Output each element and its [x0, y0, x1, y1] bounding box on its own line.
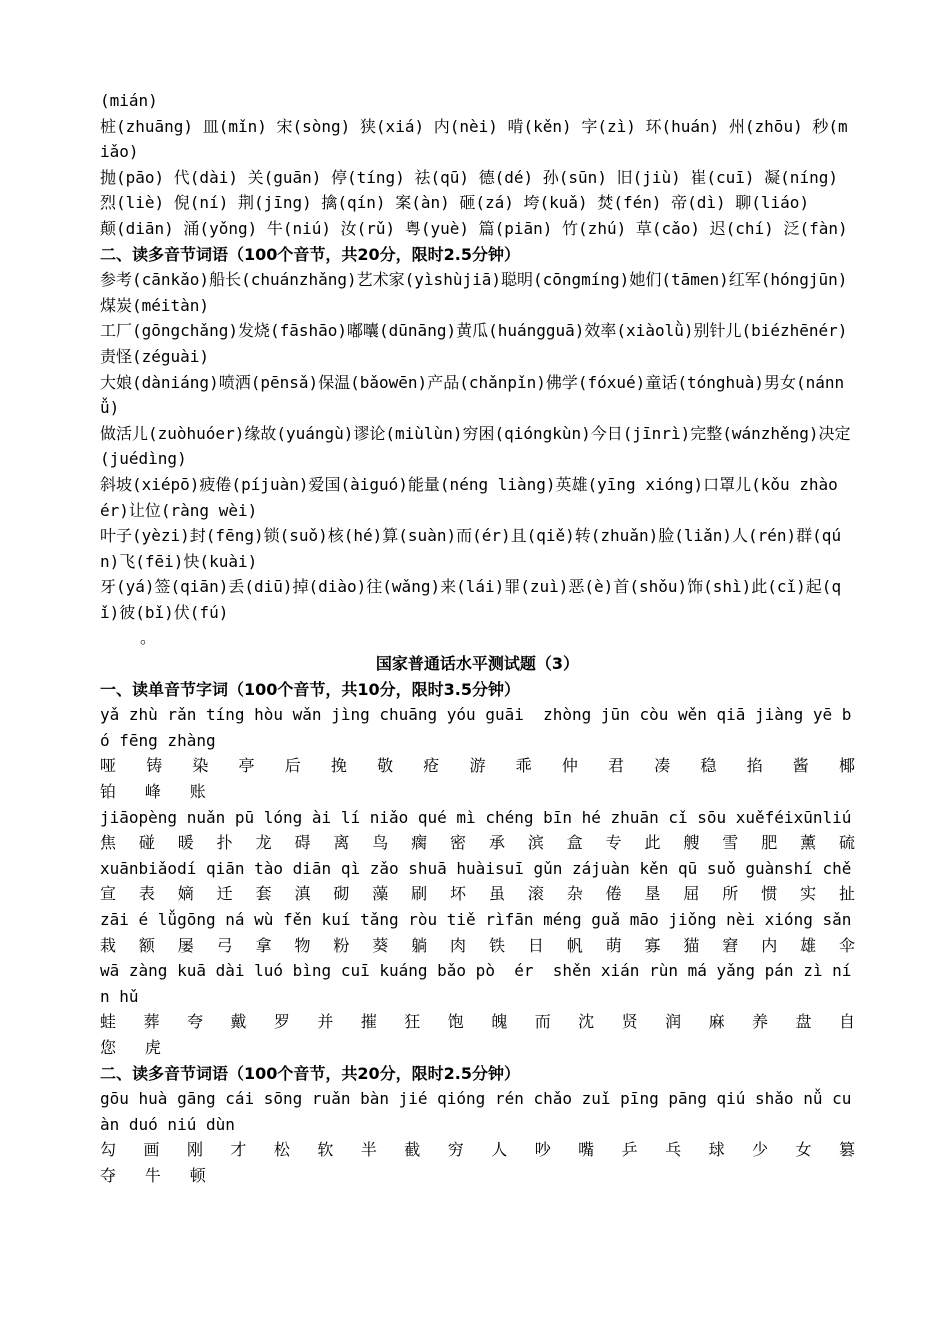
pinyin-line: xuānbiǎodí qiān tào diān qì zǎo shuā huàisuī gǔn zájuàn kěn qū suǒ guànshí chě	[100, 858, 852, 878]
section-heading: 二、读多音节词语（100个音节，共20分，限时2.5分钟）	[100, 1063, 521, 1083]
hanzi-line: 夺 牛 顿	[100, 1165, 206, 1185]
hanzi-line: 焦 碰 暖 扑 龙 碍 离 鸟 瘸 密 承 滨 盒 专 此 艘 雪 肥 薰 硫	[100, 833, 855, 853]
single-syllable-block	[100, 702, 855, 1060]
hanzi-line: 宣 表 嫡 迁 套 滇 砌 藻 刷 坏 虽 滚 杂 倦 垦 屈 所 惯 实 扯	[100, 884, 855, 904]
text-line: 工厂(gōngchǎng)发烧(fāshāo)嘟囔(dūnāng)黄瓜(huángguā)效率(xiàolǜ)别针儿(biézhēnér)责怪(zéguài)	[100, 321, 848, 366]
test-title: 国家普通话水平测试题（3）	[375, 654, 580, 674]
text-line: 叶子(yèzi)封(fēng)锁(suǒ)核(hé)算(suàn)而(ér)且(qiě)转(zhuǎn)脸(liǎn)人(rén)群(qún)飞(fēi)快(kuài)	[100, 526, 842, 571]
section-heading: 二、读多音节词语（100个音节，共20分，限时2.5分钟）	[100, 244, 521, 264]
text-line: 颠(diān) 涌(yǒng) 牛(niú) 汝(rǔ) 粤(yuè) 篇(piān) 竹(zhú) 草(cǎo) 迟(chí) 泛(fàn)	[100, 218, 848, 238]
section-a-lines	[100, 88, 855, 242]
pinyin-line: jiāopèng nuǎn pū lóng ài lí niǎo qué mì chéng bīn hé zhuān cǐ sōu xuěféixūnliú	[100, 807, 852, 827]
text-line: 大娘(dàniáng)喷洒(pēnsǎ)保温(bǎowēn)产品(chǎnpǐn)佛学(fóxué)童话(tónghuà)男女(nánnǚ)	[100, 372, 845, 418]
text-line: 做活儿(zuòhuóer)缘故(yuángù)谬论(miùlùn)穷困(qióngkùn)今日(jīnrì)完整(wánzhěng)决定(juédìng)	[100, 423, 851, 469]
text-line: 抛(pāo) 代(dài) 关(guān) 停(tíng) 祛(qū) 德(dé) 孙(sūn) 旧(jiù) 崔(cuī) 凝(níng)	[100, 167, 838, 187]
multi-syllable-block	[100, 1086, 855, 1188]
hanzi-line: 铂 峰 账	[100, 782, 206, 802]
hanzi-line: 您 虎	[100, 1037, 161, 1057]
hanzi-line: 蛙 葬 夸 戴 罗 并 摧 狂 饱 魄 而 沈 贤 润 麻 养 盘 自	[100, 1012, 855, 1032]
pinyin-line: yǎ zhù rǎn tíng hòu wǎn jìng chuāng yóu guāi zhòng jūn còu wěn qiā jiàng yē bó fēng zhàng	[100, 705, 852, 750]
document-page	[100, 88, 855, 1189]
pinyin-line: zāi é lǚgōng ná wù fěn kuí tǎng ròu tiě rìfān méng guǎ māo jiǒng nèi xióng sǎn	[100, 910, 852, 929]
text-line: 烈(liè) 倪(ní) 荆(jīng) 擒(qín) 案(àn) 砸(zá) 垮(kuǎ) 焚(fén) 帝(dì) 聊(liáo)	[100, 193, 810, 213]
section-b-lines	[100, 267, 855, 625]
end-mark: 。	[140, 628, 157, 648]
text-line: 参考(cānkǎo)船长(chuánzhǎng)艺术家(yìshùjiā)聪明(cōngmíng)她们(tāmen)红军(hóngjūn)煤炭(méitàn)	[100, 270, 848, 315]
hanzi-line: 勾 画 刚 才 松 软 半 截 穷 人 吵 嘴 乒 乓 球 少 女 篡	[100, 1140, 855, 1160]
text-line: 牙(yá)签(qiān)丢(diū)掉(diào)往(wǎng)来(lái)罪(zuì)恶(è)首(shǒu)饰(shì)此(cǐ)起(qǐ)彼(bǐ)伏(fú)	[100, 577, 842, 622]
text-line: (mián)	[100, 91, 158, 110]
text-line: 桩(zhuāng) 皿(mǐn) 宋(sòng) 狭(xiá) 内(nèi) 啃(kěn) 字(zì) 环(huán) 州(zhōu) 秒(miǎo)	[100, 116, 848, 162]
pinyin-line: wā zàng kuā dài luó bìng cuī kuáng bǎo pò ér shěn xián rùn má yǎng pán zì nín hǔ	[100, 961, 852, 1006]
pinyin-line: gōu huà gāng cái sōng ruǎn bàn jié qióng rén chǎo zuǐ pīng pāng qiú shǎo nǚ cuàn duó niú dùn	[100, 1089, 852, 1134]
hanzi-line: 哑 铸 染 亭 后 挽 敬 疮 游 乖 仲 君 凑 稳 掐 酱 椰	[100, 756, 855, 776]
section-heading: 一、读单音节字词（100个音节，共10分，限时3.5分钟）	[100, 679, 521, 699]
text-line: 斜坡(xiépō)疲倦(píjuàn)爱国(àiguó)能量(néng liàng)英雄(yīng xióng)口罩儿(kǒu zhào ér)让位(ràng wèi)	[100, 474, 838, 520]
hanzi-line: 栽 额 屡 弓 拿 物 粉 葵 躺 肉 铁 日 帆 萌 寡 猫 窘 内 雄 伞	[100, 935, 855, 955]
